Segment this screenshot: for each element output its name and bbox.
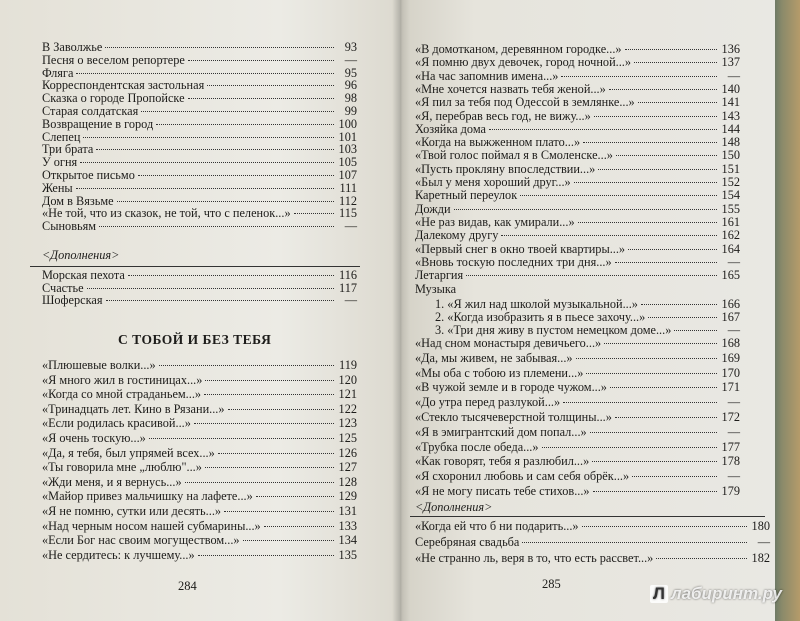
toc-entry bbox=[415, 148, 740, 162]
toc-entry-title: Фляга bbox=[42, 65, 74, 80]
toc-entry-title: Счастье bbox=[42, 280, 84, 295]
toc-entry-title: Летаргия bbox=[415, 268, 464, 283]
right-supplement-label: <Дополнения> bbox=[415, 500, 493, 514]
dot-leader bbox=[615, 417, 717, 418]
dot-leader bbox=[625, 49, 717, 50]
dot-leader bbox=[105, 47, 334, 48]
toc-entry-title: «Твой голос поймал я в Смоленске...» bbox=[415, 148, 613, 163]
dot-leader bbox=[634, 62, 717, 63]
toc-entry-title: «Мне хочется назвать тебя женой...» bbox=[415, 81, 606, 96]
dot-leader bbox=[228, 409, 334, 410]
page-number-left: 284 bbox=[178, 579, 197, 593]
dot-leader bbox=[294, 213, 334, 214]
dot-leader bbox=[520, 195, 717, 196]
book-gutter bbox=[392, 0, 410, 621]
dot-leader bbox=[628, 249, 717, 250]
toc-entry-title: «Когда на выжженном плато...» bbox=[415, 135, 581, 150]
toc-entry bbox=[42, 358, 357, 372]
toc-entry bbox=[415, 425, 740, 439]
toc-entry-title: «Я не помню, сутки или десять...» bbox=[42, 504, 222, 518]
toc-entry-title: Серебряная свадьба bbox=[415, 535, 520, 549]
toc-entry-page: 122 bbox=[338, 401, 357, 416]
toc-entry bbox=[415, 55, 740, 69]
toc-entry bbox=[42, 548, 357, 562]
toc-entry-page: 101 bbox=[338, 129, 357, 144]
toc-entry-title: Открытое письмо bbox=[42, 168, 135, 182]
toc-entry bbox=[415, 351, 740, 365]
toc-entry bbox=[415, 95, 740, 109]
toc-entry-title: «Я в эмигрантский дом попал...» bbox=[415, 424, 587, 439]
toc-entry-title: «Не странно ль, веря в то, что есть рассвет...» bbox=[415, 551, 654, 565]
dot-leader bbox=[76, 188, 334, 189]
toc-entry-title: «Мы оба с тобою из племени...» bbox=[415, 365, 584, 380]
dot-leader bbox=[586, 373, 717, 374]
dot-leader bbox=[256, 496, 334, 497]
dot-leader bbox=[638, 102, 717, 103]
dot-leader bbox=[138, 175, 334, 176]
toc-entry-page: 133 bbox=[338, 518, 357, 533]
toc-entry-title: «Первый снег в окно твоей квартиры...» bbox=[415, 241, 626, 256]
toc-entry-title: «Тринадцать лет. Кино в Рязани...» bbox=[42, 401, 225, 416]
dot-leader bbox=[563, 402, 717, 403]
toc-entry-page: 128 bbox=[338, 474, 357, 489]
left-supplement-label: <Дополнения> bbox=[42, 248, 120, 262]
toc-entry-page: — bbox=[344, 52, 357, 67]
toc-entry bbox=[415, 336, 740, 350]
dot-leader bbox=[80, 162, 334, 163]
toc-entry-title: «Стекло тысячеверстной толщины...» bbox=[415, 410, 612, 424]
dot-leader bbox=[128, 275, 334, 276]
toc-entry-page: — bbox=[727, 68, 740, 83]
toc-entry-page: 143 bbox=[721, 108, 740, 123]
toc-entry-title: «Я помню двух девочек, город ночной...» bbox=[415, 55, 632, 70]
dot-leader bbox=[159, 365, 334, 366]
dot-leader bbox=[207, 85, 334, 86]
toc-entry-page: 111 bbox=[339, 180, 357, 195]
dot-leader bbox=[610, 387, 717, 388]
dot-leader bbox=[188, 60, 334, 61]
toc-entry-page: 127 bbox=[338, 460, 357, 475]
toc-entry-page: 177 bbox=[721, 439, 740, 454]
toc-entry-title: У огня bbox=[42, 155, 78, 170]
toc-entry-page: 137 bbox=[721, 55, 740, 70]
toc-entry-page: 96 bbox=[344, 78, 357, 93]
toc-entry-page: 168 bbox=[721, 336, 740, 350]
toc-entry-title: Сказка о городе Пропойске bbox=[42, 91, 185, 106]
toc-entry bbox=[42, 387, 357, 401]
toc-entry bbox=[42, 533, 357, 547]
toc-entry-page: — bbox=[727, 395, 740, 410]
toc-entry-title: «Если родилась красивой...» bbox=[42, 416, 191, 431]
toc-entry-page: 115 bbox=[339, 206, 357, 221]
dot-leader bbox=[243, 540, 334, 541]
toc-entry-title: «Я схоронил любовь и сам себя обрёк...» bbox=[415, 469, 630, 484]
toc-entry-title: Дом в Вязьме bbox=[42, 193, 114, 208]
toc-entry bbox=[415, 255, 740, 269]
toc-entry bbox=[415, 42, 740, 56]
toc-entry bbox=[415, 162, 740, 176]
right-page bbox=[400, 0, 775, 621]
toc-entry-title: «Пусть прокляну впоследствии...» bbox=[415, 161, 596, 176]
dot-leader bbox=[501, 235, 717, 236]
dot-leader bbox=[141, 111, 334, 112]
toc-entry-title: Корреспондентская застольная bbox=[42, 78, 205, 93]
toc-entry-title: «Плюшевые волки...» bbox=[42, 358, 156, 372]
dot-leader bbox=[218, 453, 334, 454]
dot-leader bbox=[604, 343, 717, 344]
toc-entry-page: 172 bbox=[721, 410, 740, 424]
page-number-right: 285 bbox=[542, 577, 561, 591]
dot-leader bbox=[489, 129, 717, 130]
toc-entry-page: 178 bbox=[721, 454, 740, 469]
dot-leader bbox=[87, 288, 334, 289]
toc-entry-title: «Ты говорила мне „люблю"...» bbox=[42, 460, 202, 475]
dot-leader bbox=[205, 467, 334, 468]
toc-entry bbox=[42, 460, 357, 474]
toc-entry-title: «Жди меня, и я вернусь...» bbox=[42, 474, 182, 489]
toc-entry bbox=[415, 82, 740, 96]
dot-leader bbox=[576, 358, 717, 359]
labirint-logo-icon: Л bbox=[650, 585, 668, 603]
toc-entry-title: «Не сердитесь: к лучшему...» bbox=[42, 547, 195, 562]
dot-leader bbox=[615, 262, 717, 263]
dot-leader bbox=[590, 432, 717, 433]
toc-entry bbox=[415, 202, 740, 216]
toc-entry-page: 144 bbox=[721, 121, 740, 136]
toc-entry-title: «Не раз видав, как умирали...» bbox=[415, 214, 575, 229]
toc-entry-page: 131 bbox=[338, 504, 357, 518]
watermark-text: лабиринт.ру bbox=[671, 584, 782, 603]
toc-entry-page: — bbox=[757, 535, 770, 549]
toc-entry-page: 151 bbox=[721, 161, 740, 176]
toc-entry-page: 179 bbox=[721, 484, 740, 498]
toc-entry bbox=[415, 109, 740, 123]
dot-leader bbox=[205, 380, 334, 381]
toc-entry-title: Далекому другу bbox=[415, 228, 499, 243]
toc-entry-page: 148 bbox=[721, 135, 740, 150]
toc-entry bbox=[415, 242, 740, 256]
toc-entry-page: 99 bbox=[344, 104, 357, 118]
toc-entry-title: «Майор привез мальчишку на лафете...» bbox=[42, 489, 253, 504]
music-label: Музыка bbox=[415, 282, 457, 296]
toc-entry-page: 120 bbox=[338, 372, 357, 387]
toc-entry-page: — bbox=[727, 254, 740, 269]
toc-entry bbox=[415, 395, 740, 409]
toc-entry-title: «Я очень тоскую...» bbox=[42, 431, 146, 445]
dot-leader bbox=[593, 491, 717, 492]
toc-entry bbox=[415, 535, 770, 549]
toc-entry-page: 93 bbox=[344, 40, 357, 54]
toc-entry bbox=[42, 373, 357, 387]
toc-entry bbox=[415, 454, 740, 468]
toc-entry bbox=[42, 402, 357, 416]
toc-entry-title: «Не той, что из сказок, не той, что с пеленок...» bbox=[42, 206, 291, 221]
toc-entry-title: В Заволжье bbox=[42, 40, 103, 54]
toc-entry-title: «Вновь тоскую последних три дня...» bbox=[415, 254, 612, 269]
toc-entry-title: «Как говорят, тебя я разлюбил...» bbox=[415, 454, 590, 469]
dot-leader bbox=[582, 526, 747, 527]
toc-entry-title: Каретный переулок bbox=[415, 188, 518, 203]
toc-entry bbox=[415, 366, 740, 380]
toc-entry-page: 100 bbox=[338, 116, 357, 131]
dot-leader bbox=[616, 155, 717, 156]
toc-entry-page: 134 bbox=[338, 533, 357, 548]
toc-entry bbox=[415, 323, 740, 337]
toc-entry-page: 103 bbox=[338, 142, 357, 157]
dot-leader bbox=[598, 169, 717, 170]
toc-entry-title: Возвращение в город bbox=[42, 116, 154, 131]
dot-leader bbox=[674, 330, 717, 331]
toc-entry-title: «Над черным носом нашей субмарины...» bbox=[42, 518, 261, 533]
toc-entry-page: 123 bbox=[338, 416, 357, 431]
toc-entry-page: 167 bbox=[721, 310, 740, 324]
toc-entry-page: 126 bbox=[338, 445, 357, 460]
toc-entry-title: «Когда со мной страданьем...» bbox=[42, 387, 202, 402]
toc-entry-title: «Когда ей что б ни подарить...» bbox=[415, 519, 579, 533]
toc-entry-title: «В чужой земле и в городе чужом...» bbox=[415, 380, 607, 395]
toc-entry-title: «Трубка после обеда...» bbox=[415, 439, 539, 454]
toc-entry-title: Слепец bbox=[42, 129, 81, 144]
toc-entry-page: 95 bbox=[344, 65, 357, 80]
toc-entry-page: 116 bbox=[339, 268, 357, 282]
toc-entry-page: — bbox=[344, 219, 357, 234]
dot-leader bbox=[632, 476, 717, 477]
toc-entry-page: 162 bbox=[721, 228, 740, 243]
dot-leader bbox=[149, 438, 334, 439]
toc-entry bbox=[415, 410, 740, 424]
dot-leader bbox=[561, 76, 717, 77]
dot-leader bbox=[583, 142, 717, 143]
toc-entry bbox=[42, 489, 357, 503]
toc-entry-page: 140 bbox=[721, 81, 740, 96]
toc-entry-page: 121 bbox=[338, 387, 357, 402]
toc-entry-page: — bbox=[727, 424, 740, 439]
toc-entry bbox=[42, 293, 357, 307]
dot-leader bbox=[648, 317, 717, 318]
toc-entry bbox=[415, 215, 740, 229]
toc-entry-page: 136 bbox=[721, 42, 740, 56]
toc-entry-page: 98 bbox=[344, 91, 357, 106]
toc-entry-page: 170 bbox=[721, 365, 740, 380]
toc-entry bbox=[415, 551, 770, 565]
dot-leader bbox=[609, 89, 717, 90]
toc-entry-title: «Да, я тебя, был упрямей всех...» bbox=[42, 445, 215, 460]
toc-entry-title: «Я много жил в гостиницах...» bbox=[42, 372, 203, 387]
toc-entry-title: «До утра перед разлукой...» bbox=[415, 395, 561, 410]
toc-entry bbox=[42, 446, 357, 460]
toc-entry-page: 112 bbox=[339, 193, 357, 208]
toc-entry-title: Морская пехота bbox=[42, 268, 125, 282]
toc-entry-page: 141 bbox=[721, 95, 740, 110]
dot-leader bbox=[96, 149, 334, 150]
dot-leader bbox=[641, 304, 717, 305]
toc-entry-title: Шоферская bbox=[42, 293, 103, 308]
toc-entry-page: — bbox=[344, 293, 357, 308]
dot-leader bbox=[578, 222, 717, 223]
toc-entry bbox=[415, 188, 740, 202]
toc-entry bbox=[415, 380, 740, 394]
dot-leader bbox=[76, 73, 334, 74]
toc-entry bbox=[42, 519, 357, 533]
dot-leader bbox=[224, 511, 334, 512]
dot-leader bbox=[466, 275, 717, 276]
dot-leader bbox=[117, 201, 334, 202]
toc-entry-title: «Я не могу писать тебе стихов...» bbox=[415, 484, 590, 498]
dot-leader bbox=[198, 555, 334, 556]
toc-entry-page: 166 bbox=[721, 297, 740, 311]
toc-entry-page: 180 bbox=[751, 519, 770, 533]
dot-leader bbox=[264, 526, 334, 527]
toc-entry-page: 135 bbox=[338, 547, 357, 562]
toc-entry-page: 165 bbox=[721, 268, 740, 283]
toc-entry-page: 182 bbox=[751, 551, 770, 565]
toc-entry-title: Старая солдатская bbox=[42, 104, 139, 118]
toc-entry-page: 117 bbox=[339, 280, 357, 295]
toc-entry-page: 150 bbox=[721, 148, 740, 163]
toc-entry-title: 2. «Когда изобразить я в пьесе захочу...» bbox=[435, 310, 646, 324]
dot-leader bbox=[574, 182, 717, 183]
toc-entry bbox=[415, 69, 740, 83]
toc-entry-page: — bbox=[727, 323, 740, 337]
toc-entry-page: 125 bbox=[338, 431, 357, 445]
toc-entry bbox=[415, 519, 770, 533]
toc-entry bbox=[415, 469, 740, 483]
watermark bbox=[650, 584, 782, 604]
toc-entry-page: 119 bbox=[339, 358, 357, 372]
dot-leader bbox=[656, 558, 747, 559]
toc-entry-title: «Если Бог нас своим могуществом...» bbox=[42, 533, 240, 548]
toc-entry-page: 155 bbox=[721, 201, 740, 216]
dot-leader bbox=[188, 98, 334, 99]
toc-entry-page: 107 bbox=[338, 168, 357, 182]
toc-entry-title: «Я пил за тебя под Одессой в землянке...» bbox=[415, 95, 635, 110]
divider bbox=[410, 516, 765, 517]
toc-entry-title: 1. «Я жил над школой музыкальной...» bbox=[435, 297, 638, 311]
toc-entry-title: Три брата bbox=[42, 142, 94, 157]
dot-leader bbox=[454, 209, 717, 210]
toc-entry bbox=[42, 475, 357, 489]
toc-entry-title: «Над сном монастыря девичьего...» bbox=[415, 336, 602, 350]
toc-entry bbox=[42, 219, 357, 233]
toc-entry-title: «В домотканом, деревянном городке...» bbox=[415, 42, 622, 56]
toc-entry bbox=[42, 431, 357, 445]
toc-entry bbox=[415, 297, 740, 311]
toc-entry-page: 105 bbox=[338, 155, 357, 170]
toc-entry bbox=[415, 122, 740, 136]
toc-entry-page: 169 bbox=[721, 350, 740, 365]
toc-entry-page: 152 bbox=[721, 175, 740, 189]
toc-entry bbox=[415, 440, 740, 454]
toc-entry bbox=[415, 228, 740, 242]
toc-entry-title: 3. «Три дня живу в пустом немецком доме...» bbox=[435, 323, 672, 337]
toc-entry-title: Песня о веселом репортере bbox=[42, 52, 185, 67]
dot-leader bbox=[194, 423, 334, 424]
toc-entry-title: «Да, мы живем, не забывая...» bbox=[415, 350, 573, 365]
toc-entry bbox=[42, 504, 357, 518]
section-heading: С ТОБОЙ И БЕЗ ТЕБЯ bbox=[118, 332, 272, 347]
toc-entry-page: 164 bbox=[721, 241, 740, 256]
toc-entry-title: «На час запомнив имена...» bbox=[415, 68, 559, 83]
toc-entry-page: 154 bbox=[721, 188, 740, 203]
toc-entry bbox=[415, 135, 740, 149]
dot-leader bbox=[83, 137, 334, 138]
dot-leader bbox=[594, 116, 717, 117]
toc-entry-title: Сыновьям bbox=[42, 219, 97, 234]
toc-entry-title: «Я, перебрав весь год, не вижу...» bbox=[415, 108, 591, 123]
toc-entry-page: 171 bbox=[721, 380, 740, 395]
dot-leader bbox=[156, 124, 334, 125]
dot-leader bbox=[106, 300, 335, 301]
toc-entry-title: Дожди bbox=[415, 201, 451, 216]
toc-entry-page: — bbox=[727, 469, 740, 484]
toc-entry-title: Жены bbox=[42, 180, 73, 195]
toc-entry bbox=[415, 175, 740, 189]
dot-leader bbox=[185, 482, 334, 483]
dot-leader bbox=[542, 447, 717, 448]
dot-leader bbox=[592, 461, 717, 462]
toc-entry-title: Хозяйка дома bbox=[415, 121, 486, 136]
dot-leader bbox=[522, 542, 747, 543]
toc-entry-title: «Был у меня хороший друг...» bbox=[415, 175, 571, 189]
divider bbox=[30, 266, 360, 267]
toc-entry bbox=[415, 484, 740, 498]
toc-entry-page: 161 bbox=[721, 214, 740, 229]
dot-leader bbox=[99, 226, 334, 227]
toc-entry bbox=[415, 268, 740, 282]
dot-leader bbox=[204, 394, 334, 395]
toc-entry bbox=[415, 310, 740, 324]
toc-entry bbox=[42, 416, 357, 430]
toc-entry-page: 129 bbox=[338, 489, 357, 504]
